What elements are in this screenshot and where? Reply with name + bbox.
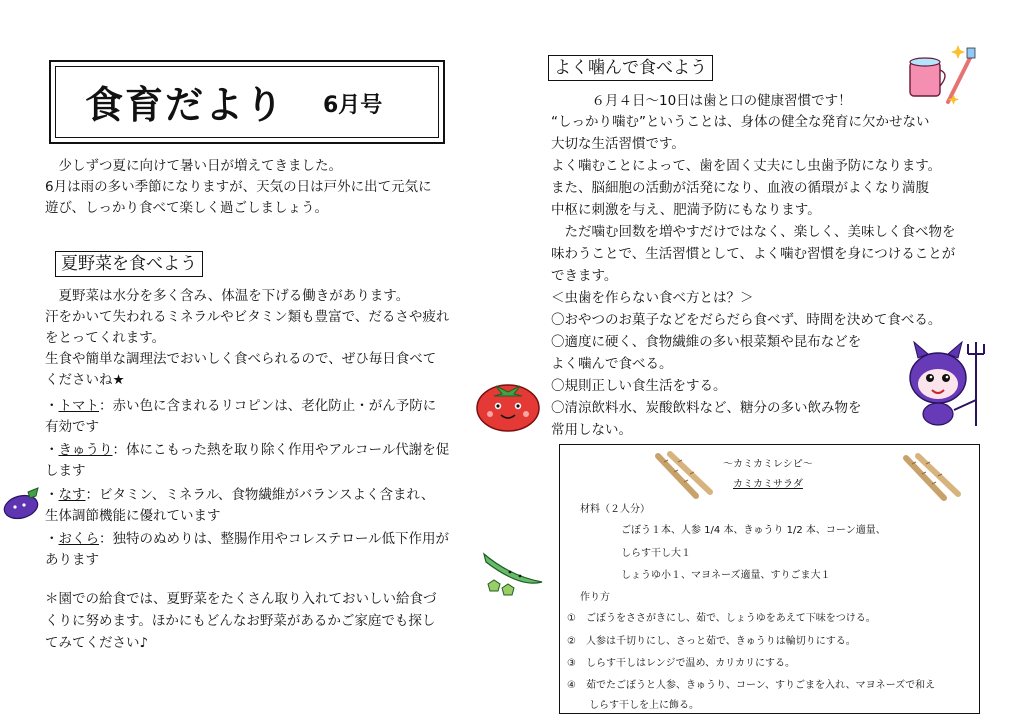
steps-title: 作り方 bbox=[580, 592, 610, 603]
recipe-step: ① ごぼうをささがきにし、茹で、しょうゆをあえて下味をつける。 bbox=[567, 613, 876, 624]
veggie-okra: ・おくら：独特のぬめりは、整腸作用やコレステロール低下作用が bbox=[45, 531, 450, 547]
summer-line: をとってくれます。 bbox=[45, 330, 166, 346]
veggie-cont: します bbox=[45, 463, 86, 479]
recipe-name: カミカミサラダ bbox=[733, 479, 803, 490]
chew-line: “しっかり噛む”ということは、身体の健全な発育に欠かせない bbox=[551, 114, 930, 130]
chew-line: 〇規則正しい食生活をする。 bbox=[551, 378, 727, 394]
intro-line: 6月は雨の多い季節になりますが、天気の日は戸外に出て元気に bbox=[45, 179, 432, 195]
closing-line: ＊園での給食では、夏野菜をたくさん取り入れておいしい給食づ bbox=[45, 591, 437, 607]
chew-line: ただ噛む回数を増やすだけではなく、楽しく、美味しく食べ物を bbox=[551, 224, 956, 240]
chew-line: 中枢に刺激を与え、肥満予防にもなります。 bbox=[551, 202, 821, 218]
chew-line: 〇清涼飲料水、炭酸飲料など、糖分の多い飲み物を bbox=[551, 400, 862, 416]
chew-line: ６月４日～10日は歯と口の健康習慣です！ bbox=[551, 93, 852, 109]
veggie-name: なす bbox=[58, 487, 86, 503]
recipe-step: ④ 茹でたごぼうと人参、きゅうり、コーン、すりごまを入れ、マヨネーズで和え bbox=[567, 680, 936, 691]
chew-line: 〇おやつのお菓子などをだらだら食べず、時間を決めて食べる。 bbox=[551, 312, 942, 328]
summer-line: 汗をかいて失われるミネラルやビタミン類も豊富で、だるさや疲れ bbox=[45, 309, 450, 325]
intro-line: 遊び、しっかり食べて楽しく過ごしましょう。 bbox=[45, 200, 328, 216]
chew-heading: よく噛んで食べよう bbox=[548, 55, 713, 81]
burdock-icon bbox=[900, 452, 964, 504]
summer-line: 生食や簡単な調理法でおいしく食べられるので、ぜひ毎日食べて bbox=[45, 351, 437, 367]
chew-line: 味わうことで、生活習慣として、よく噛む習慣を身につけることが bbox=[551, 246, 956, 262]
closing-line: くりに努めます。ほかにもどんなお野菜があるかご家庭でも探し bbox=[45, 613, 436, 629]
veggie-cont: あります bbox=[45, 552, 99, 568]
closing-line: てみてください♪ bbox=[45, 635, 149, 651]
title-box bbox=[49, 60, 445, 144]
chew-line: 常用しない。 bbox=[551, 422, 632, 438]
recipe-step: ② 人参は千切りにし、さっと茹で、きゅうりは輪切りにする。 bbox=[567, 636, 856, 647]
ingredients-title: 材料（２人分） bbox=[580, 504, 650, 515]
ingredient-line: ごぼう１本、人参 1/4 本、きゅうり 1/2 本、コーン適量、 bbox=[621, 525, 886, 536]
veggie-name: トマト bbox=[58, 398, 99, 414]
recipe-label: ～カミカミレシピ～ bbox=[723, 459, 813, 470]
page-title: 食育だより bbox=[85, 83, 286, 127]
chew-line: また、脳細胞の活動が活発になり、血液の循環がよくなり満腹 bbox=[551, 180, 929, 196]
eggplant-icon bbox=[2, 484, 42, 522]
intro-line: 少しずつ夏に向けて暑い日が増えてきました。 bbox=[45, 158, 342, 174]
germ-devil-icon bbox=[902, 340, 990, 430]
veggie-name: おくら bbox=[58, 531, 99, 547]
summer-line: くださいね★ bbox=[45, 372, 125, 388]
chew-line: できます。 bbox=[551, 268, 618, 284]
tomato-icon bbox=[472, 374, 544, 434]
cup-toothbrush-icon bbox=[904, 44, 980, 110]
chew-subheading: ＜虫歯を作らない食べ方とは？＞ bbox=[551, 290, 754, 306]
summer-heading: 夏野菜を食べよう bbox=[55, 251, 203, 277]
chew-line: 大切な生活習慣です。 bbox=[551, 136, 685, 152]
recipe-step-cont: しらす干しを上に飾る。 bbox=[589, 700, 699, 711]
chew-line: よく噛んで食べる。 bbox=[551, 356, 673, 372]
okra-icon bbox=[480, 546, 546, 598]
chew-line: よく噛むことによって、歯を固く丈夫にし虫歯予防になります。 bbox=[551, 158, 942, 174]
issue-label: 6月号 bbox=[323, 93, 383, 118]
veggie-eggplant: ・なす：ビタミン、ミネラル、食物繊維がバランスよく含まれ、 bbox=[45, 487, 435, 503]
veggie-cont: 有効です bbox=[45, 419, 99, 435]
burdock-icon bbox=[652, 450, 716, 502]
veggie-cont: 生体調節機能に優れています bbox=[45, 508, 221, 524]
ingredient-line: しょうゆ小１、マヨネーズ適量、すりごま大１ bbox=[621, 570, 831, 581]
veggie-name: きゅうり bbox=[58, 442, 113, 458]
chew-line: 〇適度に硬く、食物繊維の多い根菜類や昆布などを bbox=[551, 334, 862, 350]
recipe-step: ③ しらす干しはレンジで温め、カリカリにする。 bbox=[567, 658, 795, 669]
ingredient-line: しらす干し大１ bbox=[621, 548, 691, 559]
veggie-cucumber: ・きゅうり：体にこもった熱を取り除く作用やアルコール代謝を促 bbox=[45, 442, 450, 458]
summer-line: 夏野菜は水分を多く含み、体温を下げる働きがあります。 bbox=[45, 288, 410, 304]
veggie-tomato: ・トマト：赤い色に含まれるリコピンは、老化防止・がん予防に bbox=[45, 398, 437, 414]
